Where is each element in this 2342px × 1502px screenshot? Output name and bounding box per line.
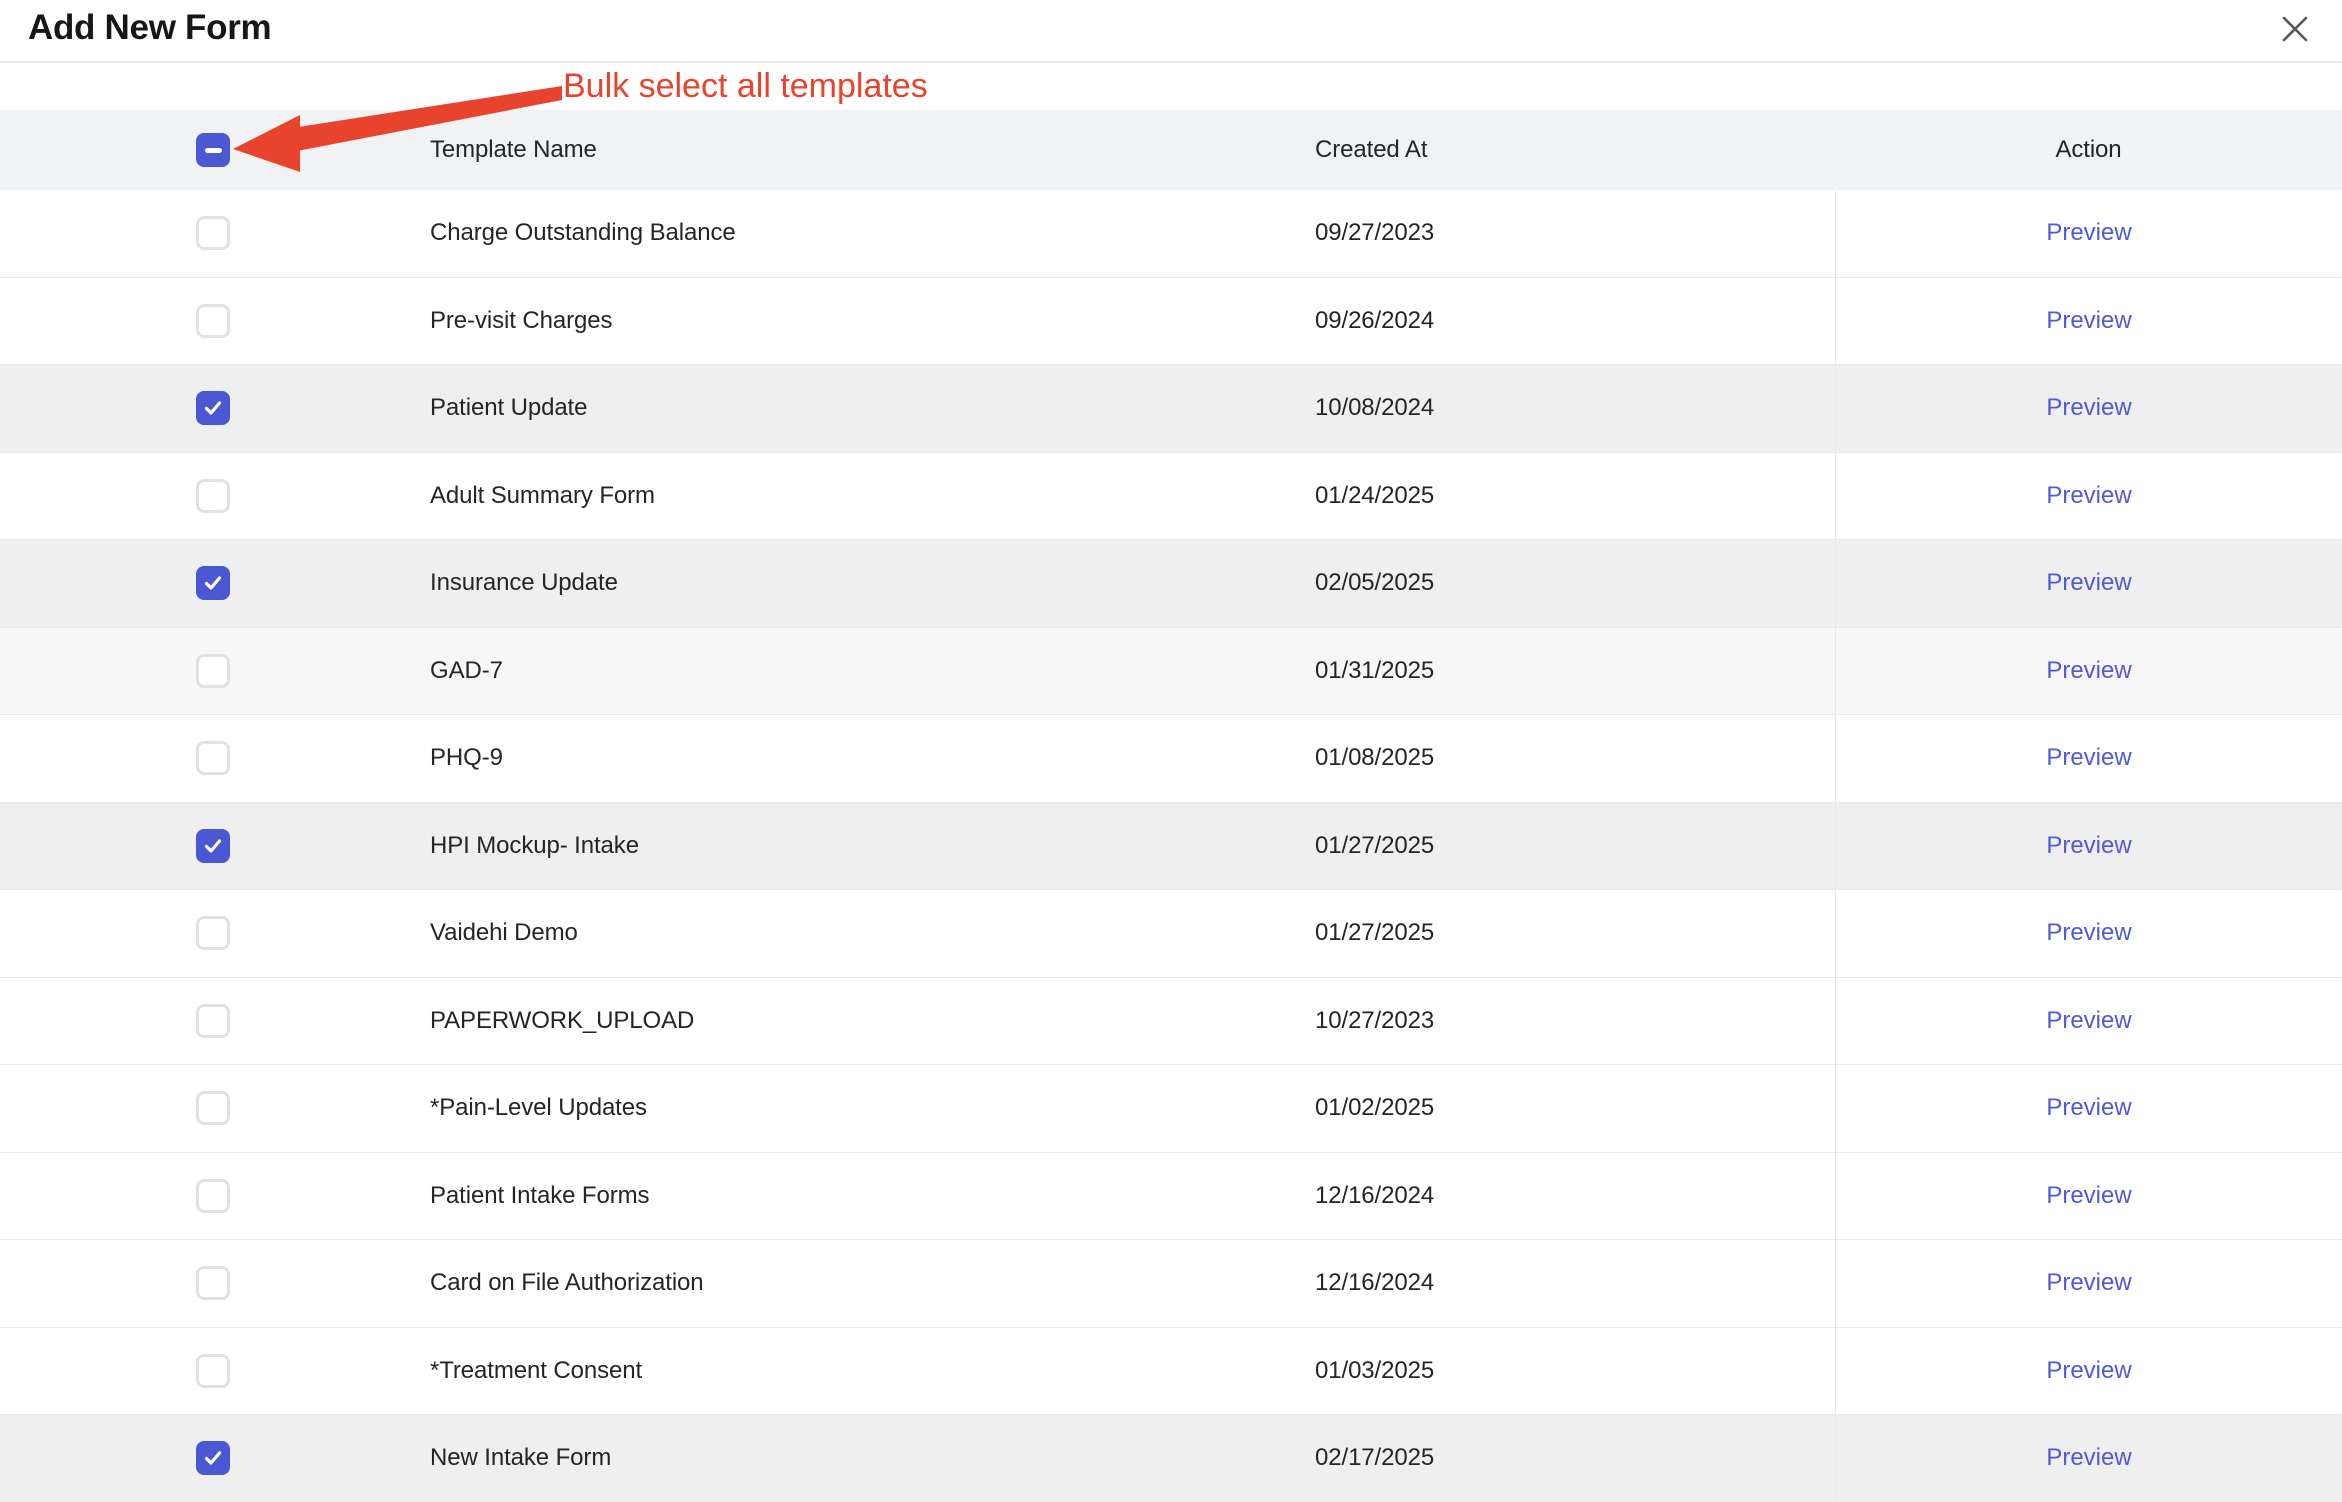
action-cell [1835, 803, 2342, 890]
annotation-arrow-icon [225, 80, 570, 180]
preview-link[interactable]: Preview [2046, 1006, 2132, 1034]
created-at-cell: 02/05/2025 [1315, 569, 1435, 597]
table-row [0, 803, 2342, 891]
indeterminate-dash-icon [205, 148, 222, 153]
annotation-text: Bulk select all templates [563, 67, 928, 105]
table-body [0, 190, 2342, 1502]
template-name-cell: New Intake Form [430, 1444, 612, 1472]
action-cell [1835, 715, 2342, 802]
preview-link[interactable]: Preview [2046, 1269, 2132, 1297]
preview-link[interactable]: Preview [2046, 306, 2132, 334]
row-checkbox[interactable] [196, 216, 230, 250]
column-header-action: Action [2055, 136, 2122, 163]
action-cell [1835, 365, 2342, 452]
template-name-cell: HPI Mockup- Intake [430, 831, 639, 859]
row-checkbox[interactable] [196, 1004, 230, 1038]
row-checkbox-cell [0, 1065, 430, 1152]
row-checkbox-cell [0, 278, 430, 365]
row-checkbox[interactable] [196, 1441, 230, 1475]
preview-link[interactable]: Preview [2046, 481, 2132, 509]
row-checkbox-cell [0, 803, 430, 890]
template-name-cell: PHQ-9 [430, 744, 503, 772]
created-at-cell: 01/24/2025 [1315, 481, 1435, 509]
row-checkbox[interactable] [196, 829, 230, 863]
table-row [0, 1153, 2342, 1241]
row-checkbox-cell [0, 628, 430, 715]
checkmark-icon [203, 836, 223, 856]
preview-link[interactable]: Preview [2046, 1094, 2132, 1122]
template-name-cell: Charge Outstanding Balance [430, 219, 736, 247]
action-cell [1835, 628, 2342, 715]
table-row [0, 453, 2342, 541]
action-cell [1835, 890, 2342, 977]
created-at-cell: 01/31/2025 [1315, 656, 1435, 684]
preview-link[interactable]: Preview [2046, 1356, 2132, 1384]
template-name-cell: Card on File Authorization [430, 1269, 704, 1297]
row-checkbox-cell [0, 540, 430, 627]
created-at-cell: 01/03/2025 [1315, 1356, 1435, 1384]
created-at-cell: 01/27/2025 [1315, 831, 1435, 859]
template-name-cell: Patient Update [430, 394, 588, 422]
row-checkbox-cell [0, 1240, 430, 1327]
created-at-cell: 12/16/2024 [1315, 1269, 1435, 1297]
table-row [0, 1415, 2342, 1502]
row-checkbox[interactable] [196, 916, 230, 950]
preview-link[interactable]: Preview [2046, 656, 2132, 684]
template-name-cell: Pre-visit Charges [430, 306, 613, 334]
action-cell [1835, 1328, 2342, 1415]
created-at-cell: 10/08/2024 [1315, 394, 1435, 422]
page-title: Add New Form [28, 8, 272, 47]
table-row [0, 1328, 2342, 1416]
row-checkbox[interactable] [196, 304, 230, 338]
template-name-cell: Adult Summary Form [430, 481, 655, 509]
created-at-cell: 12/16/2024 [1315, 1181, 1435, 1209]
row-checkbox[interactable] [196, 1354, 230, 1388]
table-row [0, 978, 2342, 1066]
preview-link[interactable]: Preview [2046, 1444, 2132, 1472]
preview-link[interactable]: Preview [2046, 919, 2132, 947]
row-checkbox-cell [0, 978, 430, 1065]
created-at-cell: 09/27/2023 [1315, 219, 1435, 247]
table-row [0, 365, 2342, 453]
created-at-cell: 01/02/2025 [1315, 1094, 1435, 1122]
action-cell [1835, 190, 2342, 277]
row-checkbox[interactable] [196, 391, 230, 425]
row-checkbox-cell [0, 1415, 430, 1502]
table-row [0, 1240, 2342, 1328]
row-checkbox[interactable] [196, 1179, 230, 1213]
row-checkbox-cell [0, 453, 430, 540]
templates-table [0, 110, 2342, 1502]
table-row [0, 715, 2342, 803]
close-button[interactable] [2274, 8, 2316, 50]
created-at-cell: 09/26/2024 [1315, 306, 1435, 334]
preview-link[interactable]: Preview [2046, 569, 2132, 597]
action-cell [1835, 1153, 2342, 1240]
template-name-cell: Insurance Update [430, 569, 618, 597]
template-name-cell: Patient Intake Forms [430, 1181, 650, 1209]
preview-link[interactable]: Preview [2046, 744, 2132, 772]
template-name-cell: *Treatment Consent [430, 1356, 643, 1384]
template-name-cell: GAD-7 [430, 656, 503, 684]
checkmark-icon [203, 1448, 223, 1468]
row-checkbox-cell [0, 1328, 430, 1415]
row-checkbox[interactable] [196, 566, 230, 600]
row-checkbox-cell [0, 715, 430, 802]
created-at-cell: 10/27/2023 [1315, 1006, 1435, 1034]
action-cell [1835, 1240, 2342, 1327]
preview-link[interactable]: Preview [2046, 394, 2132, 422]
column-header-template-name: Template Name [430, 136, 597, 163]
preview-link[interactable]: Preview [2046, 831, 2132, 859]
table-row [0, 628, 2342, 716]
row-checkbox[interactable] [196, 741, 230, 775]
action-cell [1835, 453, 2342, 540]
row-checkbox[interactable] [196, 654, 230, 688]
row-checkbox-cell [0, 190, 430, 277]
preview-link[interactable]: Preview [2046, 1181, 2132, 1209]
action-cell [1835, 1065, 2342, 1152]
template-name-cell: Vaidehi Demo [430, 919, 578, 947]
table-row [0, 190, 2342, 278]
row-checkbox-cell [0, 890, 430, 977]
created-at-cell: 01/08/2025 [1315, 744, 1435, 772]
action-cell [1835, 278, 2342, 365]
action-cell [1835, 540, 2342, 627]
table-row [0, 540, 2342, 628]
row-checkbox[interactable] [196, 1091, 230, 1125]
modal-titlebar [0, 0, 2342, 63]
row-checkbox-cell [0, 1153, 430, 1240]
close-icon [2281, 15, 2309, 43]
action-cell [1835, 978, 2342, 1065]
row-checkbox[interactable] [196, 479, 230, 513]
row-checkbox[interactable] [196, 1266, 230, 1300]
template-name-cell: *Pain-Level Updates [430, 1094, 647, 1122]
preview-link[interactable]: Preview [2046, 219, 2132, 247]
table-row [0, 890, 2342, 978]
column-header-created-at: Created At [1315, 136, 1428, 163]
checkmark-icon [203, 398, 223, 418]
table-row [0, 1065, 2342, 1153]
table-row [0, 278, 2342, 366]
action-cell [1835, 1415, 2342, 1502]
checkmark-icon [203, 573, 223, 593]
template-name-cell: PAPERWORK_UPLOAD [430, 1006, 695, 1034]
created-at-cell: 01/27/2025 [1315, 919, 1435, 947]
row-checkbox-cell [0, 365, 430, 452]
created-at-cell: 02/17/2025 [1315, 1444, 1435, 1472]
